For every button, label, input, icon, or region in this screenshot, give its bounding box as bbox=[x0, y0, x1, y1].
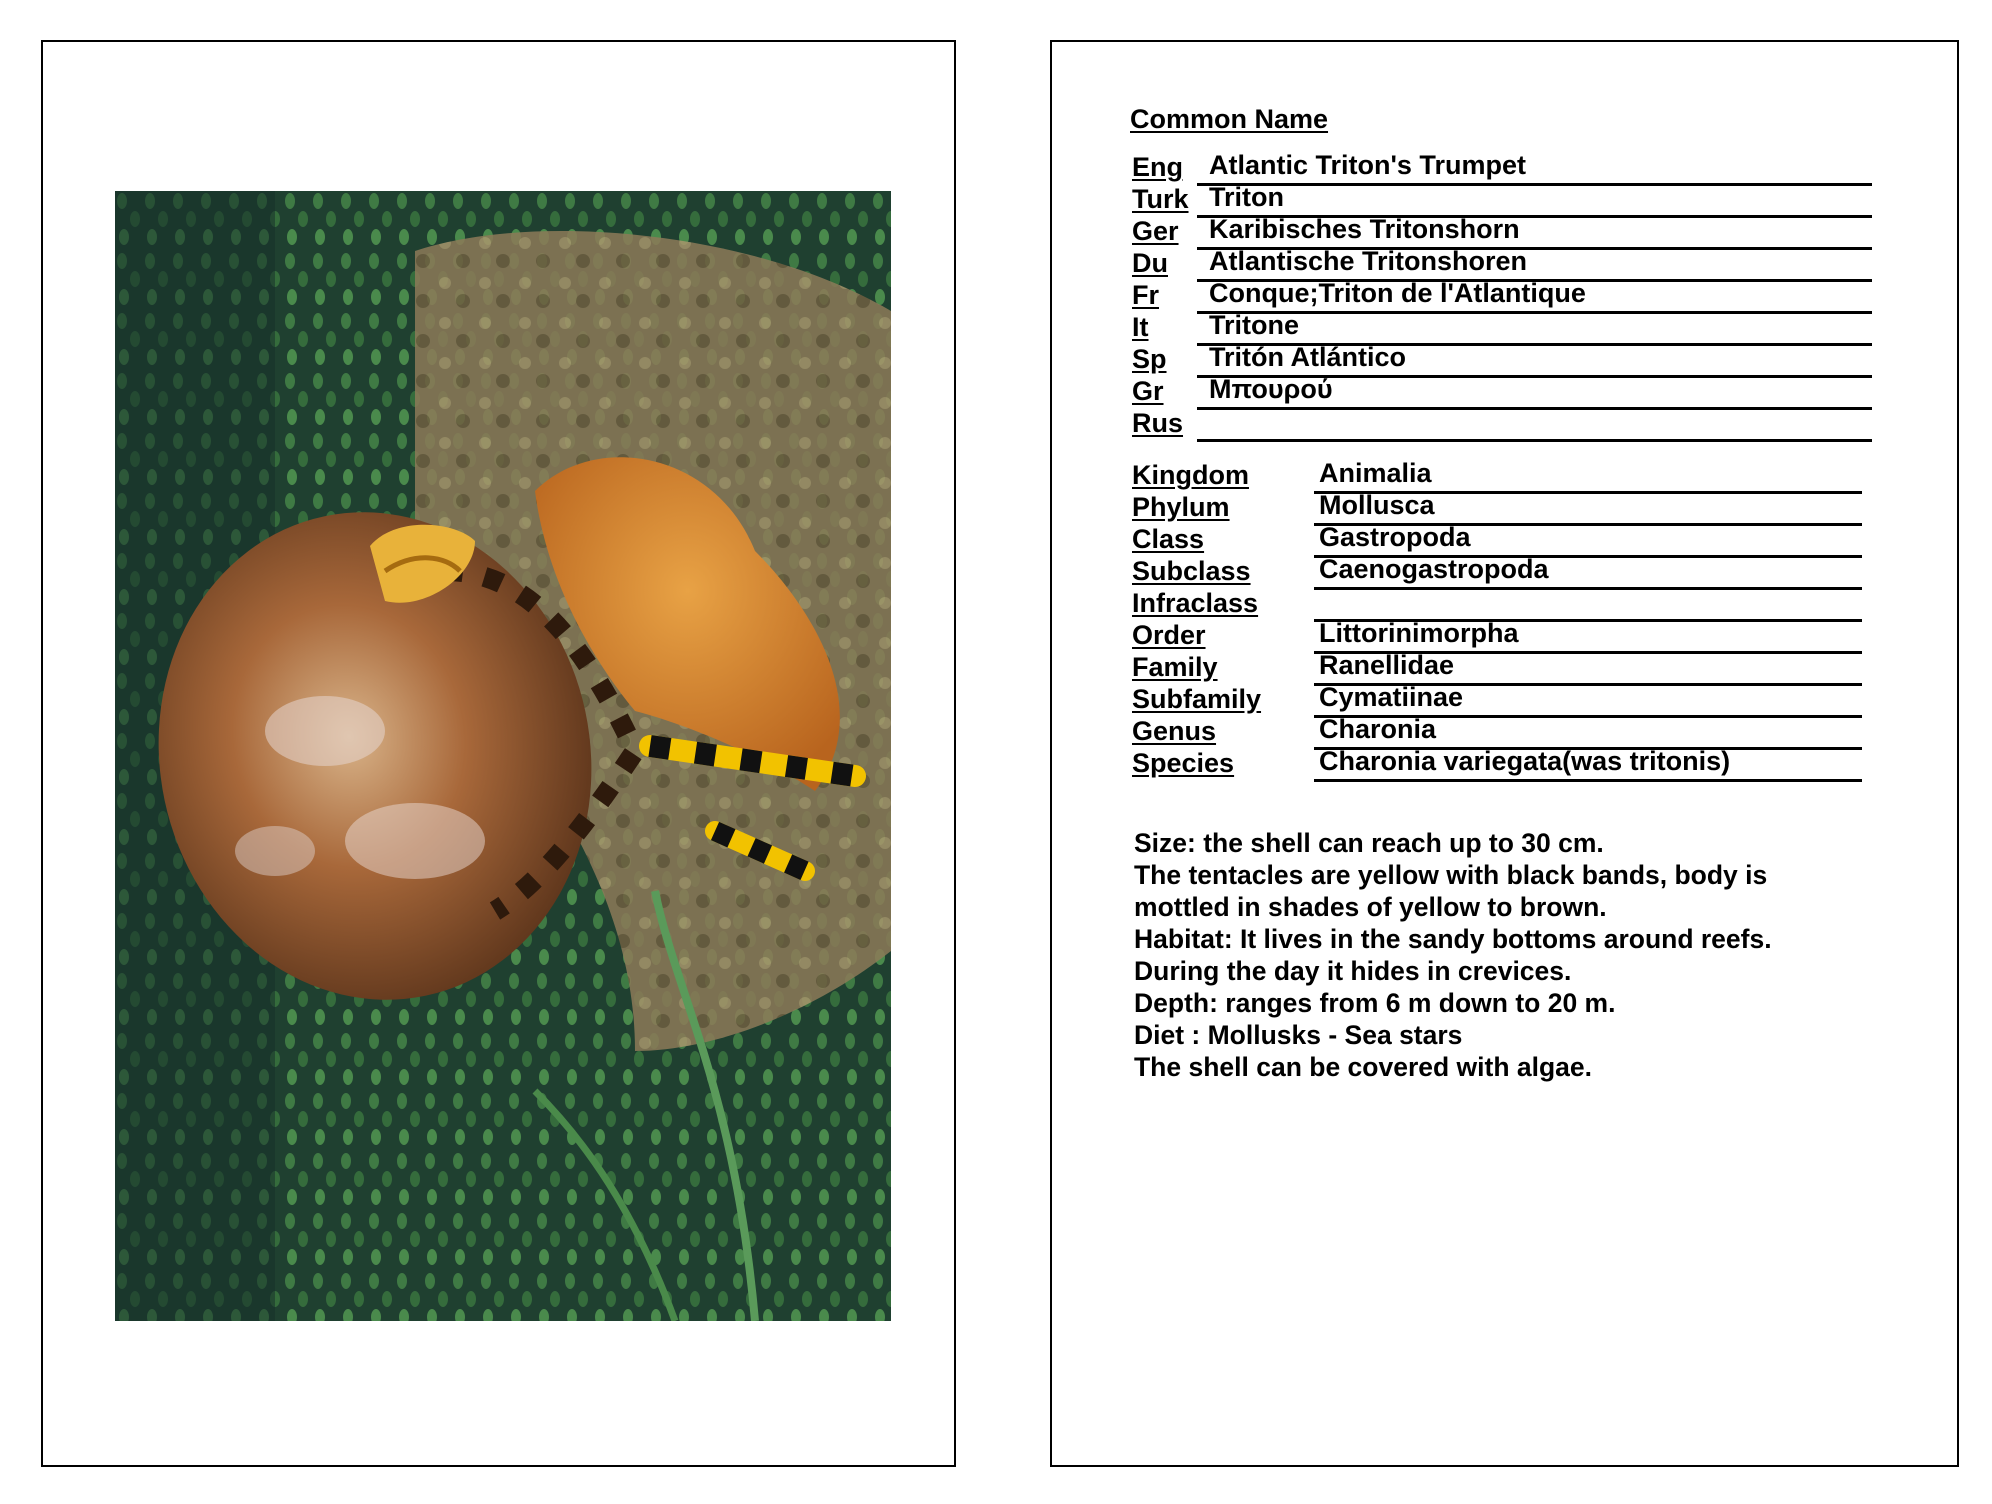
species-description bbox=[1134, 827, 1772, 1083]
language-label: Turk bbox=[1132, 184, 1189, 214]
description-line: During the day it hides in crevices. bbox=[1134, 956, 1572, 986]
description-line: The shell can be covered with algae. bbox=[1134, 1052, 1593, 1082]
taxonomy-row bbox=[1132, 490, 1862, 526]
common-name-value: Atlantische Tritonshoren bbox=[1209, 246, 1528, 276]
rank-label: Species bbox=[1132, 748, 1235, 778]
description-line: The tentacles are yellow with black bands, body is bbox=[1134, 860, 1768, 890]
language-label: Ger bbox=[1132, 216, 1179, 246]
rank-label: Subclass bbox=[1132, 556, 1251, 586]
rank-value: Littorinimorpha bbox=[1319, 618, 1519, 648]
rank-value: Charonia bbox=[1319, 714, 1437, 744]
description-line: Diet : Mollusks - Sea stars bbox=[1134, 1020, 1463, 1050]
rank-value: Mollusca bbox=[1319, 490, 1435, 520]
underline bbox=[1197, 439, 1872, 442]
rank-label: Phylum bbox=[1132, 492, 1230, 522]
rank-label: Kingdom bbox=[1132, 460, 1249, 490]
language-label: Eng bbox=[1132, 152, 1183, 182]
common-name-row bbox=[1132, 410, 1872, 442]
language-label: It bbox=[1132, 312, 1149, 342]
language-label: Sp bbox=[1132, 344, 1167, 374]
rank-value: Caenogastropoda bbox=[1319, 554, 1549, 584]
common-name-value: Atlantic Triton's Trumpet bbox=[1209, 150, 1526, 180]
common-name-value: Karibisches Tritonshorn bbox=[1209, 214, 1520, 244]
common-name-value: Conque;Triton de l'Atlantique bbox=[1209, 278, 1586, 308]
rank-label: Infraclass bbox=[1132, 588, 1259, 618]
rank-value: Animalia bbox=[1319, 458, 1432, 488]
rank-label: Class bbox=[1132, 524, 1205, 554]
description-line: Depth: ranges from 6 m down to 20 m. bbox=[1134, 988, 1616, 1018]
language-label: Rus bbox=[1132, 408, 1184, 438]
photo-card bbox=[41, 40, 956, 1467]
description-line: mottled in shades of yellow to brown. bbox=[1134, 892, 1607, 922]
language-label: Fr bbox=[1132, 280, 1159, 310]
rank-value: Cymatiinae bbox=[1319, 682, 1464, 712]
description-line: Size: the shell can reach up to 30 cm. bbox=[1134, 828, 1604, 858]
taxonomy-row bbox=[1132, 618, 1862, 654]
triton-shell-photo bbox=[115, 191, 891, 1321]
common-name-value: Tritone bbox=[1209, 310, 1300, 340]
taxonomy-row bbox=[1132, 554, 1862, 590]
taxonomy-row bbox=[1132, 458, 1862, 494]
rank-label: Subfamily bbox=[1132, 684, 1262, 714]
rank-value: Gastropoda bbox=[1319, 522, 1471, 552]
taxonomy-row bbox=[1132, 682, 1862, 718]
common-name-value: Μπουρού bbox=[1209, 374, 1333, 404]
language-label: Gr bbox=[1132, 376, 1164, 406]
triton-shell-illustration bbox=[115, 191, 891, 1321]
rank-label: Family bbox=[1132, 652, 1218, 682]
common-name-title: Common Name bbox=[1130, 104, 1329, 134]
language-label: Du bbox=[1132, 248, 1168, 278]
rank-value: Charonia variegata(was tritonis) bbox=[1319, 746, 1731, 776]
rank-label: Order bbox=[1132, 620, 1206, 650]
taxonomy-row bbox=[1132, 650, 1862, 686]
info-card bbox=[1050, 40, 1959, 1467]
underline bbox=[1314, 779, 1862, 782]
common-name-value: Triton bbox=[1209, 182, 1284, 212]
common-name-row bbox=[1132, 374, 1872, 410]
common-name-value: Tritón Atlántico bbox=[1209, 342, 1406, 372]
rank-value: Ranellidae bbox=[1319, 650, 1455, 680]
taxonomy-row bbox=[1132, 746, 1862, 782]
rank-label: Genus bbox=[1132, 716, 1217, 746]
description-line: Habitat: It lives in the sandy bottoms around reefs. bbox=[1134, 924, 1772, 954]
